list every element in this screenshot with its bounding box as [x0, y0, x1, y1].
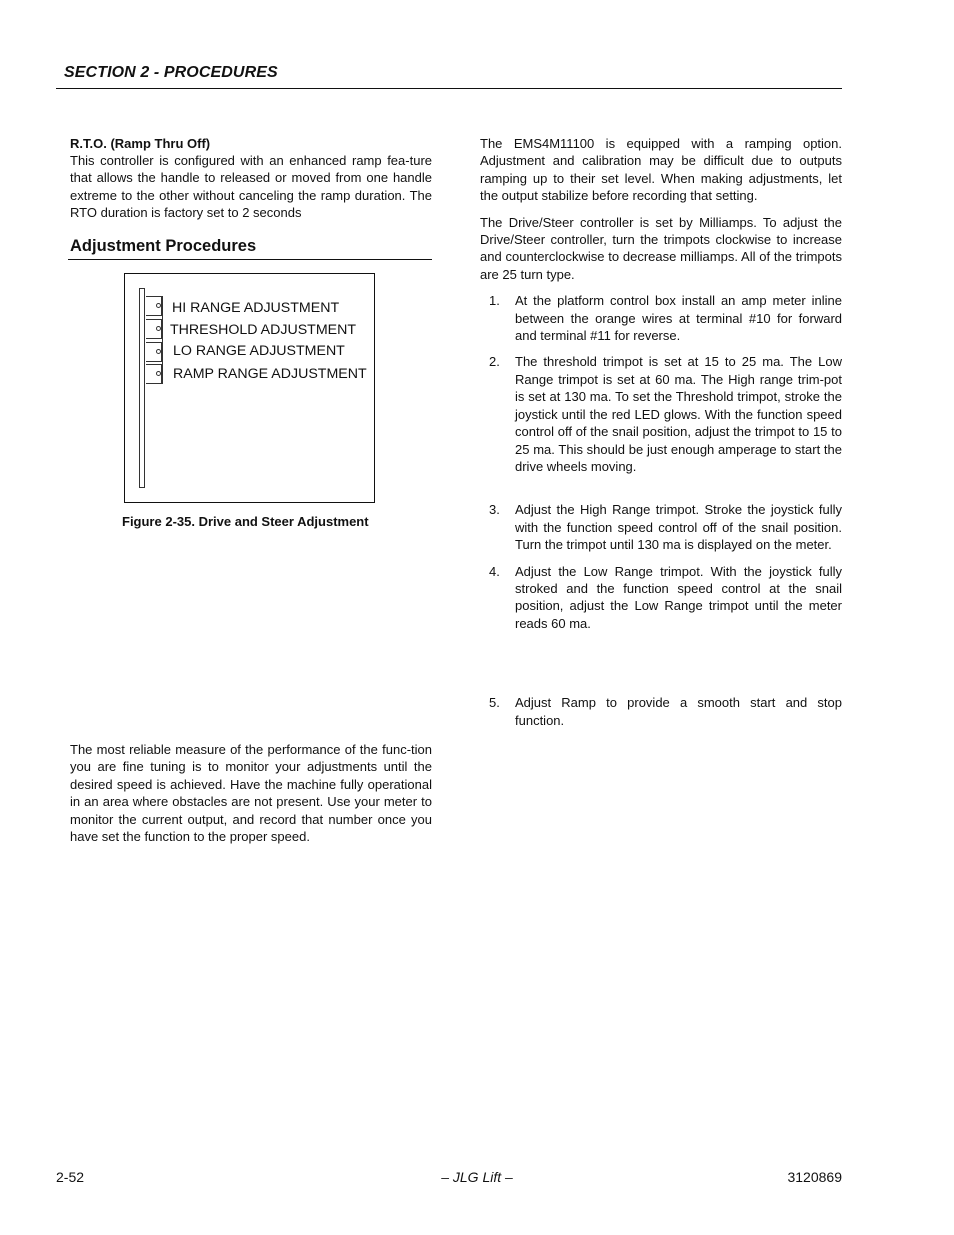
figure-caption: Figure 2-35. Drive and Steer Adjustment	[122, 514, 369, 529]
controller-board-edge	[139, 288, 145, 488]
step-number: 4.	[489, 563, 500, 579]
figure-label-hi-range: HI RANGE ADJUSTMENT	[172, 300, 340, 316]
step-text: At the platform control box install an amp meter inline between the orange wires at terminal #10 for forward and terminal #11 for reverse.	[515, 293, 842, 344]
page-number: 2-52	[56, 1169, 85, 1185]
ramping-paragraph: The EMS4M11100 is equipped with a ramping option. Adjustment and calibration may be difficult due to outputs ramping up to their set level. When making adjustments, let the output stabilize before recording that setting.	[480, 136, 842, 204]
milliamps-paragraph: The Drive/Steer controller is set by Milliamps. To adjust the Drive/Steer controller, turn the trimpots clockwise to increase and counterclockwise to decrease milliamps. All of the trimpots are 25 turn type.	[480, 214, 842, 282]
adjustment-heading: Adjustment Procedures	[70, 237, 257, 255]
left-column-lower	[70, 741, 432, 845]
left-column	[70, 135, 432, 222]
header-rule	[56, 88, 842, 89]
step-item	[480, 694, 842, 729]
adjustment-rule	[68, 259, 432, 260]
monitoring-paragraph: The most reliable measure of the performance of the func-tion you are fine tuning is to monitor your adjustments until the desired speed is achieved. Have the machine fully operational in an area where obstacles are not present. Use your meter to monitor the current output, and record that number once you have set the function to the proper speed.	[70, 742, 432, 845]
trimpot-threshold	[146, 319, 162, 339]
rto-title: R.T.O. (Ramp Thru Off)	[70, 136, 211, 151]
figure-label-threshold: THRESHOLD ADJUSTMENT	[170, 322, 357, 338]
step-number: 1.	[489, 293, 500, 309]
step-text: The threshold trimpot is set at 15 to 25 ma. The Low Range trimpot is set at 60 ma. The High range trim-pot is set at 130 ma. To set the Threshold trimpot, stroke the joystick until the red LED glows. With the function speed control off of the snail position, adjust the trimpot to 15 to 25 ma. This should be just enough amperage to start the drive wheels moving.	[515, 354, 842, 474]
step-number: 2.	[489, 354, 500, 370]
step-number: 3.	[489, 502, 500, 518]
trimpot-ramp-range	[146, 364, 162, 384]
procedure-steps	[480, 292, 842, 729]
step-text: Adjust the Low Range trimpot. With the joystick fully stroked and the function speed control at the snail position, adjust the Low Range trimpot until the meter reads 60 ma.	[515, 563, 842, 631]
figure-label-lo-range: LO RANGE ADJUSTMENT	[173, 343, 345, 359]
figure-label-ramp-range: RAMP RANGE ADJUSTMENT	[173, 366, 367, 382]
step-item	[480, 563, 842, 633]
trimpot-screw-icon	[156, 303, 161, 308]
document-number: 3120869	[787, 1169, 842, 1185]
step-item	[480, 501, 842, 553]
step-number: 5.	[489, 695, 500, 711]
step-text: Adjust Ramp to provide a smooth start and stop function.	[515, 695, 842, 728]
trimpot-hi-range	[146, 296, 162, 316]
step-item	[480, 353, 842, 475]
footer-brand: – JLG Lift –	[441, 1169, 513, 1185]
trimpot-screw-icon	[156, 326, 161, 331]
step-text: Adjust the High Range trimpot. Stroke the joystick fully with the function speed control off of the snail position. Turn the trimpot until 130 ma is displayed on the meter.	[515, 502, 842, 553]
step-item	[480, 292, 842, 344]
section-title: SECTION 2 - PROCEDURES	[64, 64, 278, 81]
trimpot-screw-icon	[156, 349, 161, 354]
rto-body: This controller is configured with an enhanced ramp fea-ture that allows the handle to released or moved from one handle extreme to the other without canceling the ramp duration. The RTO duration is factory set to 2 seconds	[70, 153, 432, 221]
trimpot-screw-icon	[156, 371, 161, 376]
trimpot-lo-range	[146, 342, 162, 362]
right-column	[480, 135, 842, 729]
